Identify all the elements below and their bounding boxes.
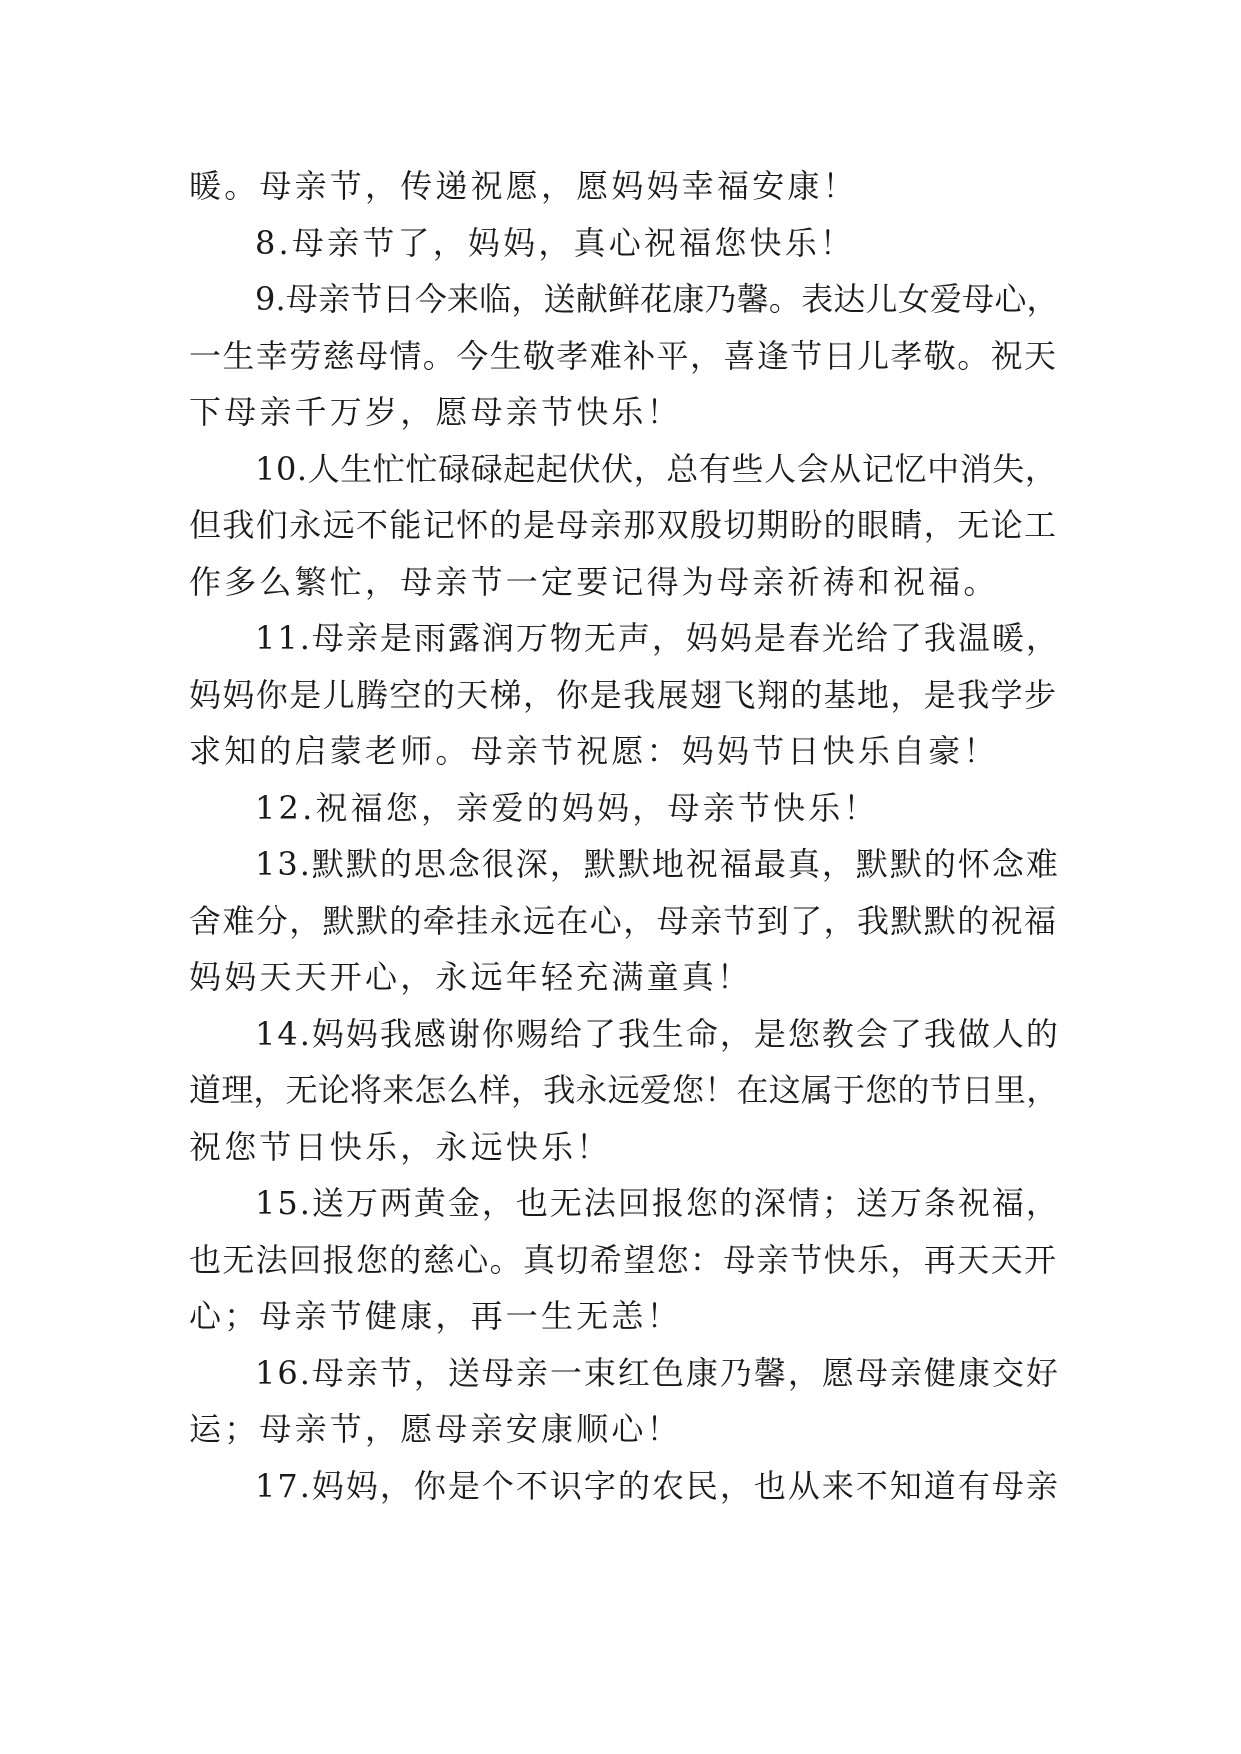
document-body bbox=[189, 158, 1069, 1514]
text-line: 下母亲千万岁，愿母亲节快乐！ bbox=[189, 393, 682, 431]
text-line: 运；母亲节，愿母亲安康顺心！ bbox=[189, 1410, 682, 1448]
text-line: 14.妈妈我感谢你赐给了我生命，是您教会了我做人的 bbox=[255, 1014, 1060, 1053]
text-line: 道理，无论将来怎么样，我永远爱您！在这属于您的节日里， bbox=[189, 1071, 1059, 1109]
text-line: 妈妈你是儿腾空的天梯，你是我展翅飞翔的基地，是我学步 bbox=[189, 675, 1058, 714]
text-line: 12.祝福您，亲爱的妈妈，母亲节快乐！ bbox=[255, 788, 879, 827]
text-line: 也无法回报您的慈心。真切希望您：母亲节快乐，再天天开 bbox=[189, 1240, 1058, 1279]
text-line: 13.默默的思念很深，默默地祝福最真，默默的怀念难 bbox=[255, 845, 1060, 883]
text-line: 祝您节日快乐，永远快乐！ bbox=[189, 1127, 612, 1166]
text-line: 求知的启蒙老师。母亲节祝愿：妈妈节日快乐自豪！ bbox=[189, 732, 999, 770]
text-line: 15.送万两黄金，也无法回报您的深情；送万条祝福， bbox=[255, 1184, 1060, 1222]
text-line: 16.母亲节，送母亲一束红色康乃馨，愿母亲健康交好 bbox=[255, 1353, 1060, 1392]
text-line: 一生幸劳慈母情。今生敬孝难补平，喜逢节日儿孝敬。祝天 bbox=[189, 336, 1058, 375]
text-line: 11.母亲是雨露润万物无声，妈妈是春光给了我温暖， bbox=[255, 619, 1060, 657]
text-line: 心；母亲节健康，再一生无恙！ bbox=[189, 1297, 682, 1335]
text-line: 8.母亲节了，妈妈，真心祝福您快乐！ bbox=[255, 223, 856, 262]
text-line: 17.妈妈，你是个不识字的农民，也从来不知道有母亲 bbox=[255, 1466, 1060, 1505]
text-line: 10.人生忙忙碌碌起起伏伏，总有些人会从记忆中消失， bbox=[255, 449, 1058, 488]
text-line: 9.母亲节日今来临，送献鲜花康乃馨。表达儿女爱母心， bbox=[255, 280, 1059, 318]
text-line: 妈妈天天开心，永远年轻充满童真！ bbox=[189, 958, 753, 996]
text-line: 作多么繁忙，母亲节一定要记得为母亲祈祷和祝福。 bbox=[189, 562, 999, 601]
text-line: 舍难分，默默的牵挂永远在心，母亲节到了，我默默的祝福 bbox=[189, 901, 1058, 940]
text-line: 暖。母亲节，传递祝愿，愿妈妈幸福安康！ bbox=[189, 167, 858, 205]
text-line: 但我们永远不能记怀的是母亲那双殷切期盼的眼睛，无论工 bbox=[189, 506, 1058, 544]
